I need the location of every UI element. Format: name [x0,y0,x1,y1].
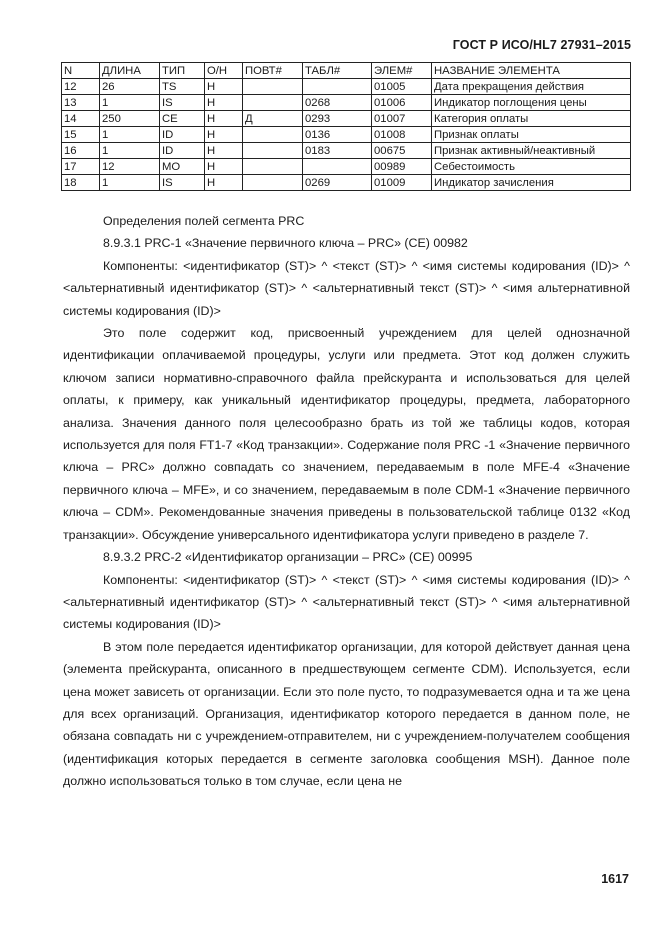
cell-n: 14 [62,111,100,127]
cell-element: 00675 [372,143,432,159]
cell-n: 16 [62,143,100,159]
cell-optionality: Н [205,79,243,95]
cell-element-name: Себестоимость [432,159,631,175]
cell-type: MO [160,159,205,175]
cell-table [303,159,372,175]
cell-element: 01006 [372,95,432,111]
table-row [62,111,631,127]
cell-element: 01009 [372,175,432,191]
cell-repeat: Д [243,111,303,127]
field-heading-prc-1: 8.9.3.1 PRC-1 «Значение первичного ключа – PRC» (CE) 00982 [103,236,468,251]
cell-type: IS [160,95,205,111]
cell-type: ID [160,143,205,159]
cell-n: 18 [62,175,100,191]
cell-repeat [243,143,303,159]
cell-table: 0269 [303,175,372,191]
cell-table: 0136 [303,127,372,143]
column-header-repeat: ПОВТ# [243,63,303,79]
components-paragraph: Компоненты: <идентификатор (ST)> ^ <текст (ST)> ^ <имя системы кодирования (ID)> ^ <альтернативный идентификатор (ST)> ^ <альтернативный текст (ST)> ^ <имя альтернативной системы кодирования (ID)> [63,572,630,632]
cell-optionality: Н [205,143,243,159]
document-body [63,210,630,793]
description-paragraph: В этом поле передается идентификатор организации, для которой действует данная цена (элемента прейскуранта, описанного в предшествующем сегменте CDM). Используется, если цена может зависеть от организации. Если это поле пусто, то подразумевается одна и та же цена для всех организаций. Организация, идентификатор которого передается в данном поле, не обязана совпадать ни с учреждением-отправителем, ни с учреждением-получателем сообщения (идентификация которых передается в сегменте заголовка сообщения MSH). Данное поле должно использоваться только в том случае, если цена не [63,639,630,789]
cell-element-name: Категория оплаты [432,111,631,127]
cell-n: 15 [62,127,100,143]
cell-type: TS [160,79,205,95]
column-header-optionality: О/Н [205,63,243,79]
cell-element: 01007 [372,111,432,127]
cell-n: 17 [62,159,100,175]
cell-repeat [243,127,303,143]
cell-length: 26 [100,79,160,95]
table-row [62,159,631,175]
column-header-table: ТАБЛ# [303,63,372,79]
components-paragraph: Компоненты: <идентификатор (ST)> ^ <текст (ST)> ^ <имя системы кодирования (ID)> ^ <альтернативный идентификатор (ST)> ^ <альтернативный текст (ST)> ^ <имя альтернативной системы кодирования (ID)> [63,258,630,318]
document-code-header: ГОСТ Р ИСО/HL7 27931–2015 [452,38,631,52]
cell-n: 12 [62,79,100,95]
cell-element-name: Признак активный/неактивный [432,143,631,159]
cell-length: 12 [100,159,160,175]
cell-table: 0183 [303,143,372,159]
cell-type: CE [160,111,205,127]
section-intro: Определения полей сегмента PRC [103,214,305,228]
cell-table: 0268 [303,95,372,111]
cell-table: 0293 [303,111,372,127]
cell-repeat [243,79,303,95]
cell-type: ID [160,127,205,143]
cell-table [303,79,372,95]
cell-element-name: Дата прекращения действия [432,79,631,95]
table-header-row [62,63,631,79]
cell-optionality: Н [205,127,243,143]
table-row [62,127,631,143]
page-number: 1617 [601,872,629,886]
cell-element-name: Индикатор поглощения цены [432,95,631,111]
table-row [62,175,631,191]
cell-n: 13 [62,95,100,111]
cell-length: 1 [100,143,160,159]
cell-repeat [243,159,303,175]
cell-repeat [243,95,303,111]
column-header-n: N [62,63,100,79]
cell-element-name: Признак оплаты [432,127,631,143]
cell-length: 1 [100,127,160,143]
table-row [62,143,631,159]
cell-element: 01008 [372,127,432,143]
cell-length: 250 [100,111,160,127]
column-header-element: ЭЛЕМ# [372,63,432,79]
cell-element: 00989 [372,159,432,175]
cell-optionality: Н [205,111,243,127]
cell-optionality: Н [205,159,243,175]
segment-elements-table [61,62,631,191]
column-header-length: ДЛИНА [100,63,160,79]
column-header-element-name: НАЗВАНИЕ ЭЛЕМЕНТА [432,63,631,79]
cell-type: IS [160,175,205,191]
cell-optionality: Н [205,95,243,111]
description-paragraph: Это поле содержит код, присвоенный учреждением для целей однозначной идентификации оплачиваемой процедуры, услуги или предмета. Этот код должен служить ключом записи нормативно-справочного файла прейскуранта и использоваться для целей оплаты, к примеру, как уникальный идентификатор процедуры, предмета, лабораторного анализа. Значения данного поля целесообразно брать из той же таблицы кодов, которая используется для поля FT1-7 «Код транзакции». Содержание поля PRC -1 «Значение первичного ключа – PRC» должно совпадать со значением, передаваемым в поле MFE-4 «Значение первичного ключа – MFE», и со значением, передаваемым в поле CDM-1 «Значение первичного ключа – CDM». Рекомендованные значения приведены в пользовательской таблице 0132 «Код транзакции». Обсуждение универсального идентификатора услуги приведено в разделе 7. [63,326,630,542]
table-row [62,95,631,111]
cell-element: 01005 [372,79,432,95]
cell-length: 1 [100,175,160,191]
cell-optionality: Н [205,175,243,191]
cell-length: 1 [100,95,160,111]
cell-repeat [243,175,303,191]
table-row [62,79,631,95]
field-heading-prc-2: 8.9.3.2 PRC-2 «Идентификатор организации – PRC» (CE) 00995 [103,550,473,565]
column-header-type: ТИП [160,63,205,79]
cell-element-name: Индикатор зачисления [432,175,631,191]
